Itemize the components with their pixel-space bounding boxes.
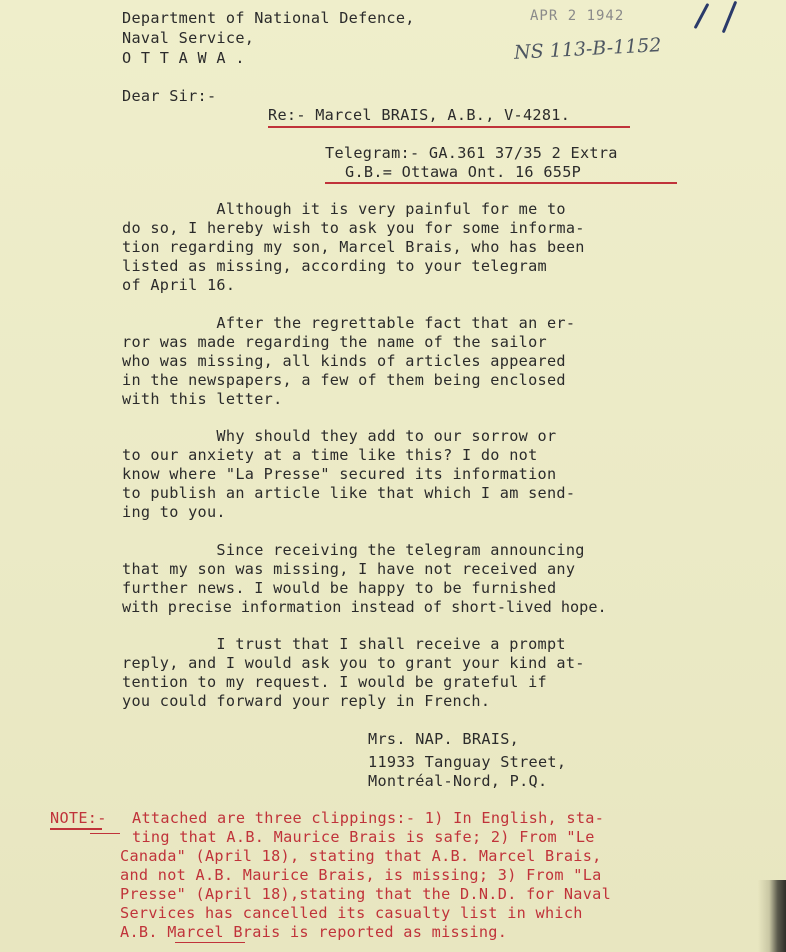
telegram-underline bbox=[325, 182, 677, 184]
pen-mark bbox=[722, 1, 738, 34]
date-stamp: APR 2 1942 bbox=[530, 8, 625, 24]
address-line: Naval Service, bbox=[122, 29, 255, 47]
body-line: further news. I would be happy to be furnished bbox=[122, 579, 557, 597]
note-line: and not A.B. Maurice Brais, is missing; 3) From "La bbox=[120, 866, 602, 884]
body-line: Although it is very painful for me to bbox=[122, 200, 566, 218]
body-line: with precise information instead of short-lived hope. bbox=[122, 598, 607, 616]
torn-page-edge bbox=[758, 880, 786, 952]
body-line: that my son was missing, I have not received any bbox=[122, 560, 576, 578]
note-line: Canada" (April 18), stating that A.B. Marcel Brais, bbox=[120, 847, 602, 865]
body-line: of April 16. bbox=[122, 276, 236, 294]
body-line: listed as missing, according to your telegram bbox=[122, 257, 547, 275]
pen-mark bbox=[694, 3, 710, 29]
salutation: Dear Sir:- bbox=[122, 87, 217, 105]
note-line: Services has cancelled its casualty list in which bbox=[120, 904, 583, 922]
body-line: reply, and I would ask you to grant your kind at- bbox=[122, 654, 585, 672]
body-line: I trust that I shall receive a prompt bbox=[122, 635, 566, 653]
body-line: Since receiving the telegram announcing bbox=[122, 541, 585, 559]
body-line: know where "La Presse" secured its information bbox=[122, 465, 557, 483]
subject-underline bbox=[268, 126, 630, 128]
body-line: with this letter. bbox=[122, 390, 283, 408]
note-line: ting that A.B. Maurice Brais is safe; 2) From "Le bbox=[132, 828, 595, 846]
note-line: Presse" (April 18),stating that the D.N.D. for Naval bbox=[120, 885, 612, 903]
body-line: who was missing, all kinds of articles appeared bbox=[122, 352, 566, 370]
signature-city: Montréal-Nord, P.Q. bbox=[368, 772, 548, 790]
body-line: to publish an article like that which I am send- bbox=[122, 484, 576, 502]
address-line: O T T A W A . bbox=[122, 49, 245, 67]
body-line: do so, I hereby wish to ask you for some informa- bbox=[122, 219, 585, 237]
body-line: ing to you. bbox=[122, 503, 226, 521]
address-line: Department of National Defence, bbox=[122, 9, 415, 27]
note-line: Attached are three clippings:- 1) In English, sta- bbox=[132, 809, 605, 827]
file-reference: NS 113-B-1152 bbox=[513, 34, 662, 64]
note-label-underline bbox=[50, 828, 102, 830]
note-label-underline bbox=[90, 833, 120, 834]
body-line: ror was made regarding the name of the sailor bbox=[122, 333, 547, 351]
marcel-underline bbox=[175, 942, 245, 943]
note-label: NOTE:- bbox=[50, 809, 107, 827]
body-line: tention to my request. I would be grateful if bbox=[122, 673, 547, 691]
telegram-line: Telegram:- GA.361 37/35 2 Extra bbox=[325, 144, 618, 162]
body-line: tion regarding my son, Marcel Brais, who has been bbox=[122, 238, 585, 256]
signature-address: 11933 Tanguay Street, bbox=[368, 753, 567, 771]
body-line: Why should they add to our sorrow or bbox=[122, 427, 557, 445]
signature-name: Mrs. NAP. BRAIS, bbox=[368, 730, 520, 748]
body-line: After the regrettable fact that an er- bbox=[122, 314, 576, 332]
body-line: you could forward your reply in French. bbox=[122, 692, 491, 710]
subject-line: Re:- Marcel BRAIS, A.B., V-4281. bbox=[268, 106, 571, 124]
telegram-line: G.B.= Ottawa Ont. 16 655P bbox=[345, 163, 582, 181]
body-line: to our anxiety at a time like this? I do not bbox=[122, 446, 538, 464]
body-line: in the newspapers, a few of them being enclosed bbox=[122, 371, 566, 389]
note-line: A.B. Marcel Brais is reported as missing. bbox=[120, 923, 508, 941]
